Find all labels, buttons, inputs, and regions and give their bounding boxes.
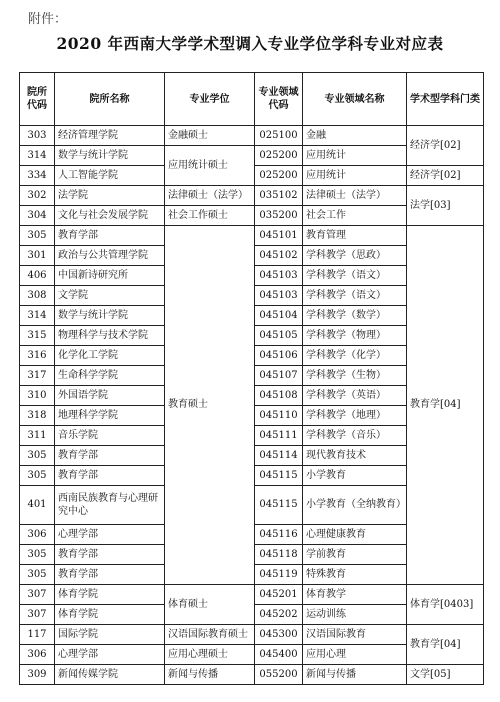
cell-field-code: 045111 xyxy=(255,426,303,446)
cell-category: 文学[05] xyxy=(407,665,484,685)
cell-field-code: 045103 xyxy=(255,266,303,286)
cell-code: 305 xyxy=(20,226,55,246)
cell-field-name: 学科教学（语文） xyxy=(303,266,407,286)
cell-field-code: 035102 xyxy=(255,186,303,206)
cell-field-code: 045119 xyxy=(255,565,303,585)
cell-name: 音乐学院 xyxy=(55,426,165,446)
cell-field-code: 045104 xyxy=(255,306,303,326)
cell-name: 物理科学与技术学院 xyxy=(55,326,165,346)
cell-code: 302 xyxy=(20,186,55,206)
cell-code: 401 xyxy=(20,486,55,525)
cell-degree: 金融硕士 xyxy=(165,126,255,146)
cell-degree: 社会工作硕士 xyxy=(165,206,255,226)
cell-field-name: 小学教育 xyxy=(303,466,407,486)
cell-degree: 体育硕士 xyxy=(165,585,255,625)
cell-code: 307 xyxy=(20,585,55,605)
cell-code: 305 xyxy=(20,466,55,486)
cell-name: 生命科学学院 xyxy=(55,366,165,386)
cell-name: 国际学院 xyxy=(55,625,165,645)
cell-field-name: 学科教学（地理） xyxy=(303,406,407,426)
mapping-table xyxy=(19,72,484,685)
cell-name: 化学化工学院 xyxy=(55,346,165,366)
cell-code: 315 xyxy=(20,326,55,346)
cell-category: 教育学[04] xyxy=(407,625,484,665)
cell-code: 304 xyxy=(20,206,55,226)
cell-field-code: 025200 xyxy=(255,166,303,186)
cell-code: 308 xyxy=(20,286,55,306)
cell-field-code: 045110 xyxy=(255,406,303,426)
cell-name: 法学院 xyxy=(55,186,165,206)
cell-field-name: 小学教育（全纳教育） xyxy=(303,486,407,525)
cell-degree: 应用心理硕士 xyxy=(165,645,255,665)
cell-code: 406 xyxy=(20,266,55,286)
cell-field-code: 045300 xyxy=(255,625,303,645)
cell-field-name: 学科教学（化学） xyxy=(303,346,407,366)
cell-category: 体育学[0403] xyxy=(407,585,484,625)
cell-code: 301 xyxy=(20,246,55,266)
table-row xyxy=(20,585,484,605)
cell-name: 教育学部 xyxy=(55,446,165,466)
cell-field-name: 学科教学（物理） xyxy=(303,326,407,346)
cell-field-name: 法律硕士（法学） xyxy=(303,186,407,206)
cell-field-name: 新闻与传播 xyxy=(303,665,407,685)
cell-field-name: 学科教学（音乐） xyxy=(303,426,407,446)
cell-name: 教育学部 xyxy=(55,565,165,585)
cell-code: 117 xyxy=(20,625,55,645)
cell-degree: 教育硕士 xyxy=(165,226,255,585)
cell-name: 中国新诗研究所 xyxy=(55,266,165,286)
cell-name: 外国语学院 xyxy=(55,386,165,406)
cell-name: 新闻传媒学院 xyxy=(55,665,165,685)
cell-field-code: 045118 xyxy=(255,545,303,565)
table-row xyxy=(20,126,484,146)
cell-name: 经济管理学院 xyxy=(55,126,165,146)
cell-field-name: 金融 xyxy=(303,126,407,146)
header-field-code: 专业领域代码 xyxy=(255,73,303,126)
cell-field-name: 运动训练 xyxy=(303,605,407,625)
cell-degree: 新闻与传播 xyxy=(165,665,255,685)
cell-name: 地理科学学院 xyxy=(55,406,165,426)
header-field-name: 专业领域名称 xyxy=(303,73,407,126)
cell-field-name: 体育教学 xyxy=(303,585,407,605)
header-degree: 专业学位 xyxy=(165,73,255,126)
cell-field-name: 现代教育技术 xyxy=(303,446,407,466)
header-row xyxy=(20,73,484,126)
cell-code: 311 xyxy=(20,426,55,446)
cell-code: 334 xyxy=(20,166,55,186)
cell-field-code: 045114 xyxy=(255,446,303,466)
cell-field-code: 045116 xyxy=(255,525,303,545)
cell-field-code: 045108 xyxy=(255,386,303,406)
cell-field-code: 025200 xyxy=(255,146,303,166)
cell-name: 文学院 xyxy=(55,286,165,306)
cell-field-code: 045107 xyxy=(255,366,303,386)
cell-field-name: 学科教学（英语） xyxy=(303,386,407,406)
cell-field-code: 045115 xyxy=(255,486,303,525)
cell-field-code: 045103 xyxy=(255,286,303,306)
cell-field-name: 应用心理 xyxy=(303,645,407,665)
cell-name: 教育学部 xyxy=(55,466,165,486)
cell-name: 教育学部 xyxy=(55,545,165,565)
cell-code: 303 xyxy=(20,126,55,146)
cell-code: 309 xyxy=(20,665,55,685)
table-row xyxy=(20,625,484,645)
attachment-label: 附件： xyxy=(28,12,68,27)
cell-field-name: 特殊教育 xyxy=(303,565,407,585)
cell-code: 306 xyxy=(20,525,55,545)
cell-code: 306 xyxy=(20,645,55,665)
cell-degree: 应用统计硕士 xyxy=(165,146,255,186)
cell-name: 西南民族教育与心理研究中心 xyxy=(55,486,165,525)
cell-field-code: 045400 xyxy=(255,645,303,665)
cell-code: 318 xyxy=(20,406,55,426)
cell-code: 307 xyxy=(20,605,55,625)
cell-code: 314 xyxy=(20,306,55,326)
cell-code: 305 xyxy=(20,545,55,565)
cell-name: 数学与统计学院 xyxy=(55,306,165,326)
cell-field-code: 045202 xyxy=(255,605,303,625)
cell-field-code: 045115 xyxy=(255,466,303,486)
header-name: 院所名称 xyxy=(55,73,165,126)
cell-code: 305 xyxy=(20,565,55,585)
cell-category: 经济学[02] xyxy=(407,126,484,166)
cell-code: 316 xyxy=(20,346,55,366)
cell-degree: 法律硕士（法学） xyxy=(165,186,255,206)
cell-name: 体育学院 xyxy=(55,585,165,605)
cell-name: 心理学部 xyxy=(55,645,165,665)
cell-field-name: 心理健康教育 xyxy=(303,525,407,545)
cell-field-code: 035200 xyxy=(255,206,303,226)
cell-field-name: 学科教学（思政） xyxy=(303,246,407,266)
table-row xyxy=(20,665,484,685)
cell-name: 文化与社会发展学院 xyxy=(55,206,165,226)
cell-category: 教育学[04] xyxy=(407,226,484,585)
cell-field-code: 045201 xyxy=(255,585,303,605)
header-category: 学术型学科门类 xyxy=(407,73,484,126)
cell-field-name: 社会工作 xyxy=(303,206,407,226)
cell-name: 教育学部 xyxy=(55,226,165,246)
cell-field-name: 学科教学（生物） xyxy=(303,366,407,386)
cell-field-name: 汉语国际教育 xyxy=(303,625,407,645)
cell-name: 心理学部 xyxy=(55,525,165,545)
cell-field-code: 055200 xyxy=(255,665,303,685)
cell-code: 317 xyxy=(20,366,55,386)
cell-category: 经济学[02] xyxy=(407,166,484,186)
cell-name: 政治与公共管理学院 xyxy=(55,246,165,266)
cell-name: 人工智能学院 xyxy=(55,166,165,186)
table-row xyxy=(20,186,484,206)
cell-field-name: 学科教学（语文） xyxy=(303,286,407,306)
cell-field-name: 学前教育 xyxy=(303,545,407,565)
cell-field-code: 045105 xyxy=(255,326,303,346)
cell-degree: 汉语国际教育硕士 xyxy=(165,625,255,645)
cell-field-name: 教育管理 xyxy=(303,226,407,246)
cell-code: 310 xyxy=(20,386,55,406)
header-code: 院所代码 xyxy=(20,73,55,126)
cell-code: 305 xyxy=(20,446,55,466)
cell-name: 体育学院 xyxy=(55,605,165,625)
cell-field-name: 应用统计 xyxy=(303,166,407,186)
cell-category: 法学[03] xyxy=(407,186,484,226)
page-title: 2020 年西南大学学术型调入专业学位学科专业对应表 xyxy=(56,34,444,53)
cell-name: 数学与统计学院 xyxy=(55,146,165,166)
cell-field-code: 045102 xyxy=(255,246,303,266)
cell-field-name: 应用统计 xyxy=(303,146,407,166)
cell-field-code: 045106 xyxy=(255,346,303,366)
cell-field-code: 045101 xyxy=(255,226,303,246)
cell-field-code: 025100 xyxy=(255,126,303,146)
table-row xyxy=(20,226,484,246)
cell-field-name: 学科教学（数学） xyxy=(303,306,407,326)
cell-code: 314 xyxy=(20,146,55,166)
